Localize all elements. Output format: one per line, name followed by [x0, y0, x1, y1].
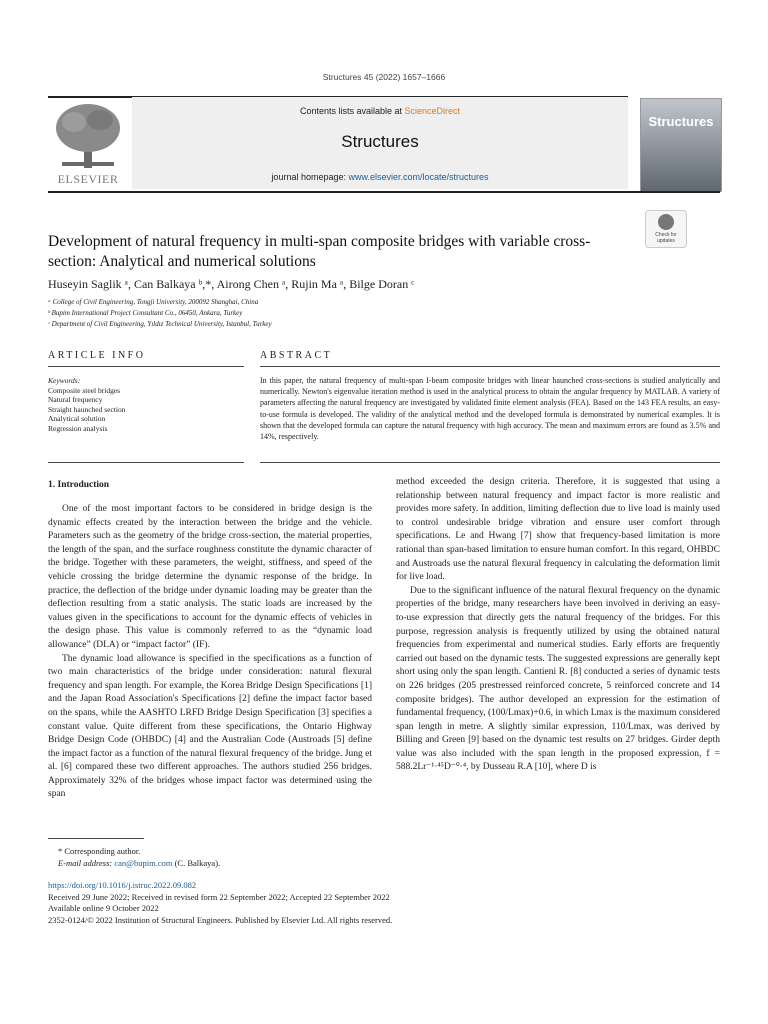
- received-dates: Received 29 June 2022; Received in revised form 22 September 2022; Accepted 22 September 2022: [48, 891, 390, 902]
- keyword-item: Straight haunched section: [48, 404, 126, 414]
- online-date: Available online 9 October 2022: [48, 903, 159, 913]
- author-list: Huseyin Saglik ᵃ, Can Balkaya ᵇ,*, Airong Chen ᵃ, Rujin Ma ᵃ, Bilge Doran ᶜ: [48, 277, 415, 291]
- check-updates-label: Check for updates: [655, 232, 677, 244]
- contents-prefix: Contents lists available at: [299, 106, 405, 116]
- doi-link[interactable]: https://doi.org/10.1016/j.istruc.2022.09.082: [48, 880, 197, 890]
- homepage-prefix: journal homepage:: [271, 172, 349, 182]
- abstract-rule: [260, 366, 720, 367]
- homepage-line: [132, 172, 628, 182]
- keyword-item: Analytical solution: [48, 414, 106, 423]
- email-suffix: (C. Balkaya).: [172, 858, 221, 868]
- cover-title: Structures: [648, 114, 714, 129]
- article-title: Development of natural frequency in multi-span composite bridges with variable cross-section: Analytical and numerical solutions: [48, 233, 591, 270]
- body-column-right: [396, 476, 720, 775]
- paragraph: The dynamic load allowance is specified in the specifications as a function of two main characteristics of the bridge under consideration: natural flexural frequency and span length. For example, the Korea Bridge Design Specifications [1] and the Japan Road Association's Specifications [2] define the impact factor based on the spans, while the AASHTO LRFD Bridge Design Specification [3] specifies a constant value. Quite different from these specifications, the Ontario Highway Bridge Design Code (OHBDC) [4] and the Australian Code (Austroads [5] define the impact factor as a function of the natural flexural frequency of the bridge. Jung et al. [6] compared these two different approaches. The authors studied 256 bridges. Approximately 32% of the bridges whose impact factor was determined using the span: [48, 653, 372, 800]
- sciencedirect-link[interactable]: ScienceDirect: [404, 106, 461, 116]
- keyword-item: Composite steel bridges: [48, 385, 121, 395]
- corresponding-author-note: * Corresponding author.: [58, 846, 141, 856]
- affiliation-b: ᵇ Bupim International Project Consultant Co., 06450, Ankara, Turkey: [48, 309, 243, 317]
- keywords-label: Keywords:: [48, 376, 81, 385]
- keyword-item: Natural frequency: [48, 395, 103, 404]
- homepage-link[interactable]: www.elsevier.com/locate/structures: [348, 172, 489, 182]
- journal-cover-thumbnail[interactable]: [640, 98, 722, 192]
- email-link[interactable]: can@bupim.com: [114, 858, 173, 868]
- info-bottom-rule: [48, 462, 244, 463]
- footnote-rule: [48, 838, 144, 839]
- email-line: [58, 857, 220, 869]
- keyword-item: Regression analysis: [48, 423, 108, 433]
- abstract-text: In this paper, the natural frequency of multi-span I-beam composite bridges with linear haunched cross-sections is studied analytically and numerically. Newton's eigenvalue iteration method is used in the analytical process to obtain the angular frequency by MATLAB. A variety of parameters affecting the natural frequency are investigated by validated finite element analysis (FEA). Based on the 143 FEA results, an easy-to-use formula is developed. The validity of the analytical method and the developed formula is demonstrated by numerical examples. It is shown that the developed formula can capture the natural frequency with high accuracy. The mean and maximum errors are found as 3.5% and 14%, respectively.: [260, 376, 720, 442]
- publication-info: [48, 880, 392, 926]
- paragraph: method exceeded the design criteria. Therefore, it is suggested that using a relationship between natural frequency and impact factor is more realistic and provides more safety. In addition, limiting deflection due to live load is mainly used to control undesirable bridge vibration and ensure user comfort through specifications. Le and Hwang [7] show that frequency-based limitation is more rational than span-based limitation to ensure human comfort. In this regard, OHBDC and Austroads use the natural flexural frequency in calculating the deformation limit for live load.: [396, 477, 720, 583]
- contents-line: [132, 106, 628, 116]
- abstract-bottom-rule: [260, 462, 720, 463]
- header-bottom-rule: [48, 191, 720, 193]
- paragraph: Due to the significant influence of the natural flexural frequency on the dynamic properties of the bridge, many researchers have been involved in deriving an easy-to-use expression that directly gets the natural frequency of the bridges. For this purpose, regression analysis is frequently utilized by using the obtained natural frequencies from experimental and numerical studies. Early efforts are frequently carried out based on the dynamic tests. The suggested expressions are generally kept short using only the span length. Cantieni R. [8] conducted a series of dynamic tests on 226 bridges (205 prestressed reinforced concrete, 5 reinforced concrete and 14 composite bridges). The author developed an expression for the estimation of fundamental frequency, (100/Lmax)+0.6, in which Lmax is the maximum considered span length in metre. A slightly similar expression, 110/Lmax, was derived by Billing and Green [9] based on the dynamic test results on 27 bridges. Girder depth value was also included with the span length in the proposed expression, f = 588.2Lr⁻¹·⁴⁵D⁻⁰·⁴, by Dusseau R.A [10], where D is: [396, 585, 720, 773]
- affiliation-a: ᵃ College of Civil Engineering, Tongji University, 200092 Shanghai, China: [48, 298, 259, 306]
- journal-citation: Structures 45 (2022) 1657–1666: [322, 72, 446, 82]
- body-column-left: [48, 503, 372, 802]
- article-info-heading: ARTICLE INFO: [48, 350, 146, 361]
- elsevier-wordmark: ELSEVIER: [57, 172, 119, 186]
- email-label: E-mail address:: [58, 858, 115, 868]
- journal-name: Structures: [341, 132, 419, 151]
- section-heading: 1. Introduction: [48, 480, 110, 490]
- affiliations: [48, 297, 648, 330]
- check-updates-icon: [658, 214, 674, 230]
- check-for-updates-badge[interactable]: [645, 210, 687, 248]
- paragraph: One of the most important factors to be considered in bridge design is the dynamic effects created by the interaction between the bridge and the vehicle. Parameters such as the geometry of the bridge cross-section, the material properties, the length of the span, and the surface roughness constitute the dynamic character of the bridge. Together with these parameters, the weight, stiffness, and speed of the vehicle crossing the bridge determine the dynamic response of the bridge. In practice, the deflection of the bridge under dynamic loading may be greater than the deflection resulting from a static analysis. The static loads are increased by the values given in the specifications to account for the dynamic effects of vehicles in the design phase. This value is commonly referred to as the “dynamic load allowance” (DLA) or “impact factor” (IF).: [48, 504, 372, 650]
- affiliation-c: ᶜ Department of Civil Engineering, Yıldız Technical University, Istanbul, Turkey: [48, 320, 272, 328]
- info-rule: [48, 366, 244, 367]
- keywords-block: [48, 376, 244, 433]
- footnote: [58, 845, 220, 869]
- copyright-line: 2352-0124/© 2022 Institution of Structural Engineers. Published by Elsevier Ltd. All rights reserved.: [48, 914, 393, 925]
- abstract-heading: ABSTRACT: [260, 350, 333, 361]
